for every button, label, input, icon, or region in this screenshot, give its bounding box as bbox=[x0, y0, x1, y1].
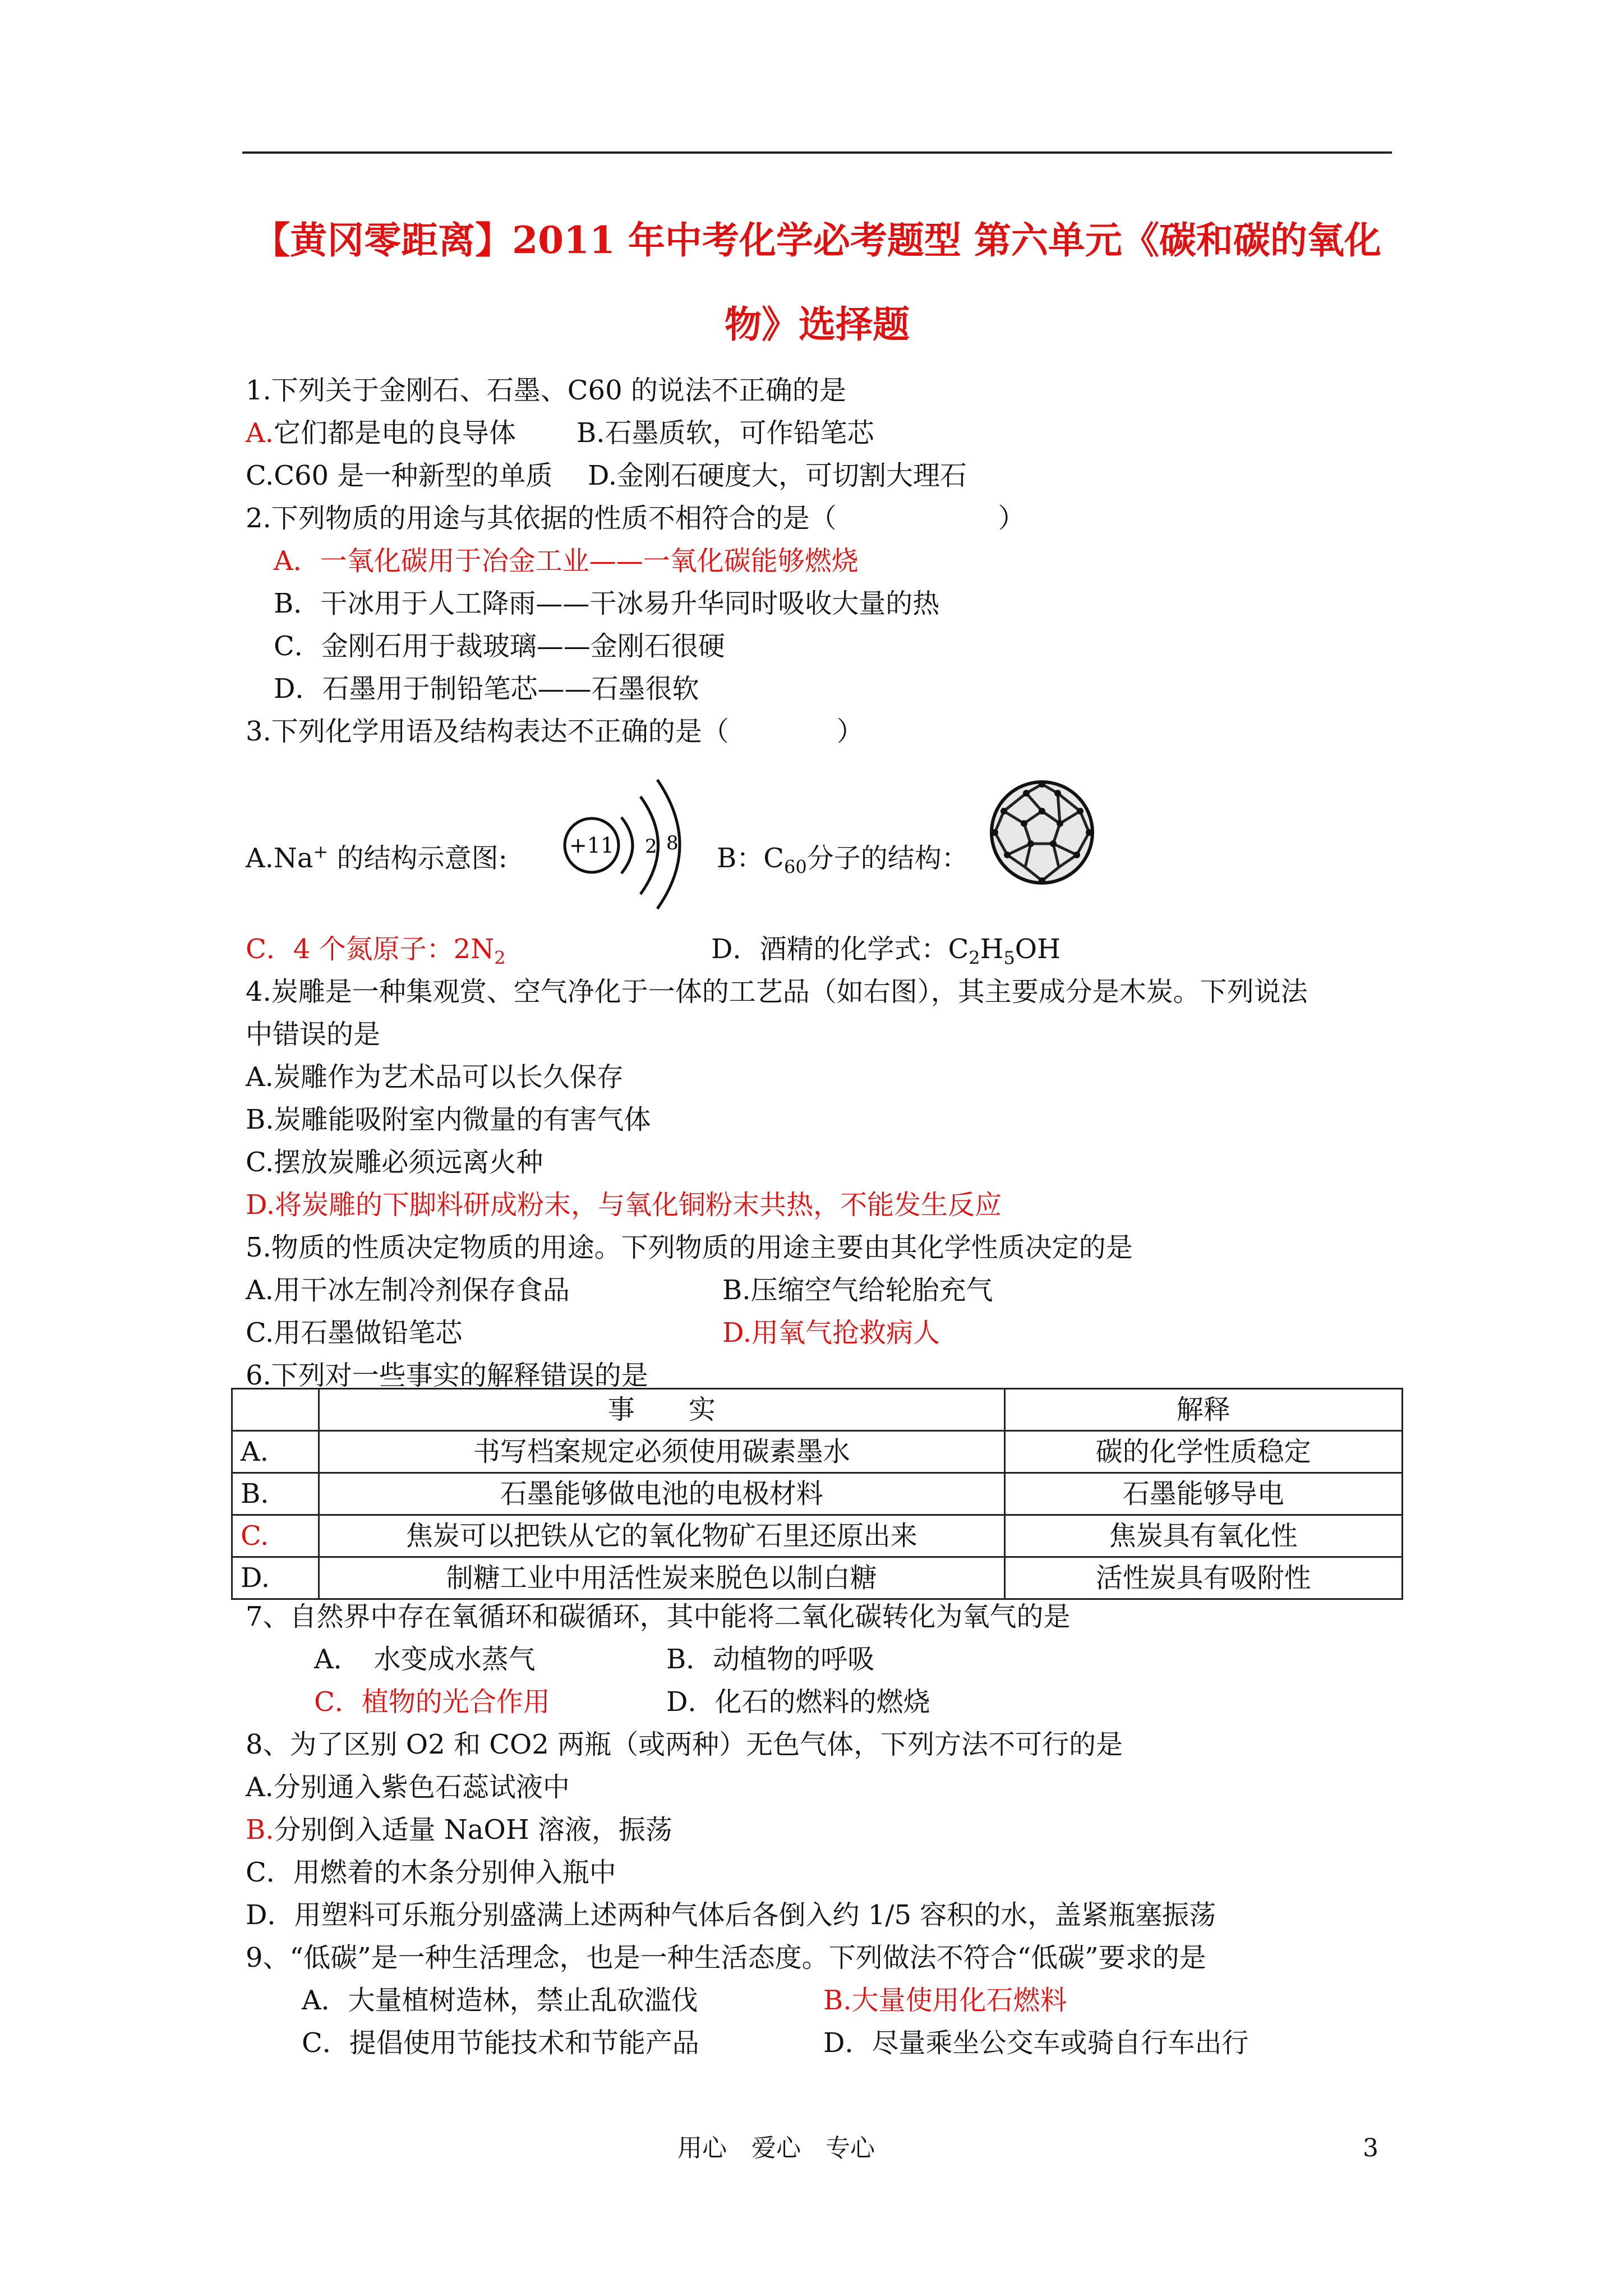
q3-d-oh: OH bbox=[1015, 933, 1061, 965]
q8-option-b bbox=[246, 1813, 672, 1847]
footer-motto: 用心 爱心 专心 bbox=[677, 2134, 875, 2162]
row-letter: D. bbox=[232, 1557, 319, 1599]
q7-stem: 7、自然界中存在氧循环和碳循环，其中能将二氧化碳转化为氧气的是 bbox=[246, 1601, 1071, 1632]
table-row bbox=[232, 1515, 1403, 1557]
q7-option-a: A． 水变成水蒸气 bbox=[314, 1644, 536, 1675]
q3-d-sub-1: 2 bbox=[969, 947, 980, 969]
row-letter: A. bbox=[232, 1431, 319, 1473]
q2-option-d: D．石墨用于制铅笔芯——石墨很软 bbox=[274, 673, 699, 705]
page-title-line-2: 物》选择题 bbox=[725, 302, 910, 346]
q6-stem: 6.下列对一些事实的解释错误的是 bbox=[246, 1360, 648, 1391]
q4-option-c: C.摆放炭雕必须远离火种 bbox=[246, 1147, 543, 1178]
q9-option-a: A．大量植树造林，禁止乱砍滥伐 bbox=[302, 1985, 698, 2016]
q3-a-charge: + bbox=[313, 841, 329, 862]
q8-option-b-letter: B. bbox=[246, 1814, 274, 1846]
header-fact: 事 实 bbox=[319, 1389, 1005, 1431]
q3-option-a bbox=[246, 841, 508, 875]
q3-d-sub-2: 5 bbox=[1003, 947, 1015, 969]
q9-option-b: B.大量使用化石燃料 bbox=[823, 1985, 1067, 2016]
row-letter: C. bbox=[232, 1515, 319, 1557]
q8-option-d: D．用塑料可乐瓶分别盛满上述两种气体后各倒入约 1/5 容积的水，盖紧瓶塞振荡 bbox=[246, 1899, 1216, 1931]
header-explanation: 解释 bbox=[1004, 1389, 1402, 1431]
q2-stem: 2.下列物质的用途与其依据的性质不相符合的是（ ） bbox=[246, 503, 1025, 534]
q5-stem: 5.物质的性质决定物质的用途。下列物质的用途主要由其化学性质决定的是 bbox=[246, 1232, 1133, 1263]
row-explanation: 碳的化学性质稳定 bbox=[1004, 1431, 1402, 1473]
page-title-line-1: 【黄冈零距离】2011 年中考化学必考题型 第六单元《碳和碳的氧化 bbox=[253, 218, 1381, 262]
q5-option-b: B.压缩空气给轮胎充气 bbox=[722, 1274, 993, 1306]
q3-b-prefix: B：C bbox=[717, 843, 785, 874]
q5-option-a: A.用干冰左制冷剂保存食品 bbox=[246, 1274, 570, 1306]
table-row bbox=[232, 1473, 1403, 1515]
q7-option-c: C．植物的光合作用 bbox=[314, 1686, 550, 1718]
q4-option-d: D.将炭雕的下脚料研成粉末，与氧化铜粉末共热，不能发生反应 bbox=[246, 1189, 1002, 1221]
table-row bbox=[232, 1557, 1403, 1599]
q8-option-c: C．用燃着的木条分别伸入瓶中 bbox=[246, 1857, 616, 1888]
shell-2-count: 8 bbox=[666, 832, 679, 854]
table-header-row bbox=[232, 1389, 1403, 1431]
q9-option-c: C．提倡使用节能技术和节能产品 bbox=[302, 2027, 699, 2059]
q2-option-c: C．金刚石用于裁玻璃——金刚石很硬 bbox=[274, 631, 725, 662]
row-explanation: 石墨能够导电 bbox=[1004, 1473, 1402, 1515]
q4-stem-line-2: 中错误的是 bbox=[246, 1019, 381, 1050]
c60-molecule-image bbox=[986, 776, 1098, 889]
row-letter: B. bbox=[232, 1473, 319, 1515]
q7-option-d: D．化石的燃料的燃烧 bbox=[666, 1686, 930, 1718]
q5-option-c: C.用石墨做铅笔芯 bbox=[246, 1317, 463, 1349]
q1-stem: 1.下列关于金刚石、石墨、C60 的说法不正确的是 bbox=[246, 375, 846, 406]
header-blank-cell bbox=[232, 1389, 319, 1431]
q4-option-b: B.炭雕能吸附室内微量的有害气体 bbox=[246, 1104, 651, 1135]
q9-option-d: D．尽量乘坐公交车或骑自行车出行 bbox=[823, 2027, 1249, 2059]
q3-a-label: 的结构示意图: bbox=[328, 843, 508, 874]
q1-option-c: C.C60 是一种新型的单质 bbox=[246, 460, 553, 491]
q3-d-h: H bbox=[980, 933, 1004, 965]
q3-option-b bbox=[717, 841, 969, 878]
q2-option-b: B．干冰用于人工降雨——干冰易升华同时吸收大量的热 bbox=[274, 588, 940, 619]
q1-options-ab bbox=[246, 416, 516, 450]
header-rule bbox=[242, 151, 1392, 154]
row-fact: 书写档案规定必须使用碳素墨水 bbox=[319, 1431, 1005, 1473]
electron-shell-1 bbox=[621, 817, 633, 873]
q1-option-d: D.金刚石硬度大，可切割大理石 bbox=[588, 460, 967, 491]
q8-option-a: A.分别通入紫色石蕊试液中 bbox=[246, 1772, 570, 1803]
q2-option-a: A．一氧化碳用于冶金工业——一氧化碳能够燃烧 bbox=[274, 545, 859, 577]
q8-stem: 8、为了区别 O2 和 CO2 两瓶（或两种）无色气体，下列方法不可行的是 bbox=[246, 1729, 1123, 1760]
row-fact: 焦炭可以把铁从它的氧化物矿石里还原出来 bbox=[319, 1515, 1005, 1557]
row-fact: 制糖工业中用活性炭来脱色以制白糖 bbox=[319, 1557, 1005, 1599]
nucleus-charge: +11 bbox=[569, 833, 615, 858]
row-fact: 石墨能够做电池的电极材料 bbox=[319, 1473, 1005, 1515]
q3-c-text: C．4 个氮原子：2N bbox=[246, 933, 495, 965]
q3-option-c bbox=[246, 932, 506, 969]
shell-1-count: 2 bbox=[645, 835, 657, 858]
q4-option-a: A.炭雕作为艺术品可以长久保存 bbox=[246, 1061, 624, 1093]
q3-c-subscript: 2 bbox=[494, 947, 506, 969]
q1-option-a: 它们都是电的良导体 bbox=[273, 417, 516, 449]
row-explanation: 焦炭具有氧化性 bbox=[1004, 1515, 1402, 1557]
q4-stem-line-1: 4.炭雕是一种集观赏、空气净化于一体的工艺品（如右图），其主要成分是木炭。下列说法 bbox=[246, 976, 1308, 1007]
q7-option-b: B．动植物的呼吸 bbox=[666, 1644, 875, 1675]
page-number: 3 bbox=[1363, 2134, 1378, 2162]
q1-option-b: B.石墨质软，可作铅笔芯 bbox=[577, 417, 874, 449]
row-explanation: 活性炭具有吸附性 bbox=[1004, 1557, 1402, 1599]
q5-option-d: D.用氧气抢救病人 bbox=[722, 1317, 940, 1349]
q3-d-text: D．酒精的化学式：C bbox=[711, 933, 969, 965]
sodium-ion-structure-diagram bbox=[555, 770, 701, 910]
q3-b-label: 分子的结构： bbox=[806, 843, 969, 874]
q3-option-d bbox=[711, 932, 1061, 969]
q6-facts-table bbox=[231, 1388, 1403, 1600]
q3-b-subscript: 60 bbox=[784, 856, 807, 878]
q9-stem: 9、“低碳”是一种生活理念，也是一种生活态度。下列做法不符合“低碳”要求的是 bbox=[246, 1942, 1206, 1973]
q3-a-formula: A.Na bbox=[246, 843, 313, 874]
q8-option-b-text: 分别倒入适量 NaOH 溶液，振荡 bbox=[274, 1814, 672, 1846]
table-row bbox=[232, 1431, 1403, 1473]
q1-option-a-letter: A. bbox=[246, 417, 274, 449]
q3-stem: 3.下列化学用语及结构表达不正确的是（ ） bbox=[246, 716, 864, 747]
